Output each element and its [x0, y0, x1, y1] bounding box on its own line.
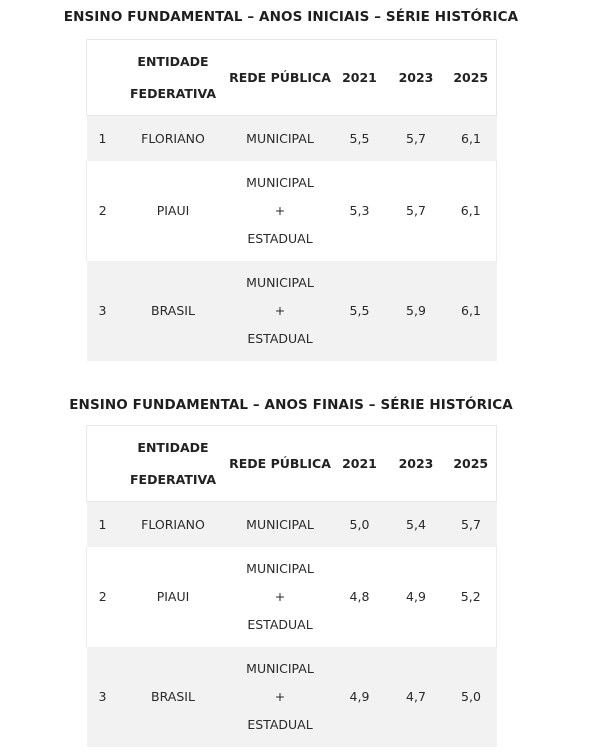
- row-rede: [228, 647, 333, 747]
- header-year-2025: 2025: [446, 426, 497, 502]
- header-year-2025: 2025: [446, 40, 497, 116]
- header-entity-line-2: FEDERATIVA: [130, 471, 216, 487]
- row-value-2023: 5,7: [406, 203, 426, 218]
- header-entity: [119, 40, 228, 116]
- row-rede: [228, 261, 333, 361]
- row-rede: [228, 547, 333, 647]
- header-rede-line-1: REDE: [229, 69, 267, 85]
- rede-line-2: +: [274, 588, 286, 604]
- table-header-row: [87, 40, 497, 116]
- row-index: 2: [87, 161, 119, 261]
- table-row: [87, 161, 497, 261]
- row-value-2023: 5,4: [406, 516, 426, 532]
- rede-line-3: ESTADUAL: [247, 330, 313, 346]
- section-title-anos-finais: ENSINO FUNDAMENTAL – ANOS FINAIS – SÉRIE HISTÓRICA: [69, 397, 513, 413]
- header-year-2023: 2023: [387, 40, 446, 116]
- rede-line-2: +: [274, 688, 286, 704]
- table-row: [87, 261, 497, 361]
- row-value-2025: 6,1: [461, 303, 481, 318]
- header-entity-line-1: ENTIDADE: [137, 439, 209, 455]
- row-value-2021: 4,8: [349, 589, 370, 604]
- header-index: [87, 426, 119, 502]
- row-entity: FLORIANO: [141, 516, 205, 532]
- row-value-2025: 5,7: [461, 516, 481, 532]
- row-value-2023: 4,7: [406, 689, 426, 704]
- rede-line-1: MUNICIPAL: [246, 560, 314, 576]
- row-entity: PIAUI: [156, 203, 190, 218]
- row-entity: FLORIANO: [141, 130, 205, 146]
- rede-line-3: ESTADUAL: [247, 230, 313, 246]
- table-row: [87, 647, 497, 747]
- row-value-2025: 5,0: [461, 689, 481, 704]
- header-entity-line-2: FEDERATIVA: [130, 85, 216, 101]
- row-index: 2: [87, 547, 119, 647]
- table-anos-iniciais: [86, 39, 497, 361]
- rede-line-1: MUNICIPAL: [246, 660, 314, 676]
- header-year-2021: 2021: [333, 40, 387, 116]
- table-row: [87, 116, 497, 161]
- header-entity-line-1: ENTIDADE: [137, 53, 209, 69]
- rede-line-1: MUNICIPAL: [246, 174, 314, 190]
- rede-line-3: ESTADUAL: [247, 616, 313, 632]
- row-value-2023: 5,7: [406, 130, 426, 146]
- header-rede-line-1: REDE: [229, 455, 267, 471]
- row-value-2025: 6,1: [461, 130, 481, 146]
- row-value-2023: 5,9: [406, 303, 426, 318]
- row-entity: PIAUI: [156, 589, 190, 604]
- row-value-2025: 6,1: [446, 161, 497, 261]
- row-rede: [228, 161, 333, 261]
- row-value-2025: 5,2: [446, 547, 497, 647]
- row-index: 1: [98, 130, 107, 146]
- table-row: [87, 547, 497, 647]
- row-value-2021: 4,9: [349, 689, 370, 704]
- row-rede: MUNICIPAL: [246, 130, 314, 146]
- table-row: [87, 502, 497, 547]
- rede-line-1: MUNICIPAL: [246, 274, 314, 290]
- row-index: 3: [98, 303, 107, 318]
- header-entity: [119, 426, 228, 502]
- row-entity: BRASIL: [151, 689, 195, 704]
- header-rede-line-2: PÚBLICA: [270, 69, 331, 85]
- row-value-2021: 5,5: [349, 303, 370, 318]
- row-index: 1: [98, 516, 107, 532]
- header-rede: [228, 426, 333, 502]
- row-value-2021: 5,5: [349, 130, 370, 146]
- header-year-2021: 2021: [333, 426, 387, 502]
- section-title-anos-iniciais: ENSINO FUNDAMENTAL – ANOS INICIAIS – SÉRIE HISTÓRICA: [63, 9, 519, 25]
- header-index: [87, 40, 119, 116]
- rede-line-3: ESTADUAL: [247, 716, 313, 732]
- row-entity: BRASIL: [151, 303, 195, 318]
- row-value-2023: 4,9: [406, 589, 426, 604]
- header-rede-line-2: PÚBLICA: [270, 455, 331, 471]
- row-rede: MUNICIPAL: [246, 516, 314, 532]
- rede-line-2: +: [274, 302, 286, 318]
- rede-line-2: +: [274, 202, 286, 218]
- header-year-2023: 2023: [387, 426, 446, 502]
- row-value-2021: 5,0: [349, 516, 370, 532]
- row-value-2021: 5,3: [349, 203, 370, 218]
- table-header-row: [87, 426, 497, 502]
- table-anos-finais: [86, 425, 497, 747]
- header-rede: [228, 40, 333, 116]
- row-index: 3: [98, 689, 107, 704]
